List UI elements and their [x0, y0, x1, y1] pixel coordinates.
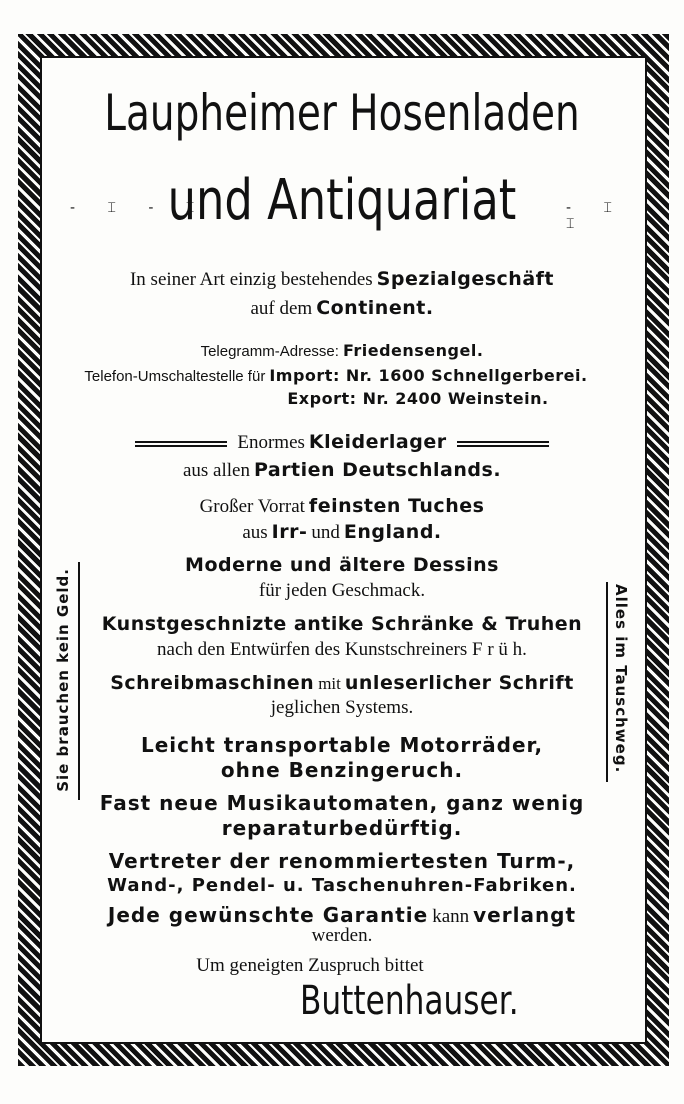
musik-line-2: reparaturbedürftig. — [221, 816, 463, 840]
import-line: Telefon-Umschaltestelle für Import: Nr. 1600 Schnellgerberei. — [84, 366, 588, 385]
kleiderlager-line: Enormes Kleiderlager — [0, 431, 684, 454]
vertreter-line-1: Vertreter der renommiertesten Turm-, — [108, 849, 576, 873]
side-text-right: Alles im Tauschweg. — [612, 584, 630, 774]
title-line-2: und Antiquariat — [167, 168, 517, 233]
telegram-line: Telegramm-Adresse: Friedensengel. — [200, 341, 484, 360]
schreibmaschinen-line: Schreibmaschinen mit unleserlicher Schrift — [110, 672, 574, 694]
zuspruch-line: Um geneigten Zuspruch bittet — [196, 955, 424, 976]
double-rule-right — [457, 441, 549, 447]
motor-line-1: Leicht transportable Motorräder, — [140, 733, 544, 757]
left-side-rule — [78, 562, 80, 800]
systems-line: jeglichen Systems. — [270, 697, 414, 718]
side-text-left: Sie brauchen kein Geld. — [54, 568, 72, 792]
dessins-line: Moderne und ältere Dessins — [185, 554, 499, 576]
double-rule-left — [135, 441, 227, 447]
musik-line-1: Fast neue Musikautomaten, ganz wenig — [99, 791, 585, 815]
title-line-1: Laupheimer Hosenladen — [104, 84, 580, 142]
garantie-line: Jede gewünschte Garantie kann verlangt — [107, 903, 577, 927]
intro-line-1: In seiner Art einzig bestehendes Spezialgeschäft — [129, 268, 555, 290]
intro-line-2: auf dem Continent. — [250, 297, 434, 319]
signature: Buttenhauser. — [300, 978, 519, 1024]
kunstschreiner-line: nach den Entwürfen des Kunstschreiners F r ü h. — [157, 639, 527, 660]
werden-line: werden. — [311, 925, 373, 946]
ornament-left: - ⌶ - ⌶ — [70, 200, 209, 216]
right-side-rule — [606, 582, 608, 782]
motor-line-2: ohne Benzingeruch. — [220, 758, 464, 782]
partien-line: aus allen Partien Deutschlands. — [182, 459, 502, 481]
vertreter-line-2: Wand-, Pendel- u. Taschenuhren-Fabriken. — [107, 875, 577, 896]
geschmack-line: für jeden Geschmack. — [258, 580, 426, 601]
england-line: aus Irr- und England. — [242, 521, 442, 543]
schraenke-line: Kunstgeschnizte antike Schränke & Truhen — [101, 613, 583, 635]
vorrat-line: Großer Vorrat feinsten Tuches — [199, 495, 485, 517]
export-line: Export: Nr. 2400 Weinstein. — [287, 389, 549, 408]
ornament-right: - ⌶ - ⌶ — [566, 200, 664, 232]
